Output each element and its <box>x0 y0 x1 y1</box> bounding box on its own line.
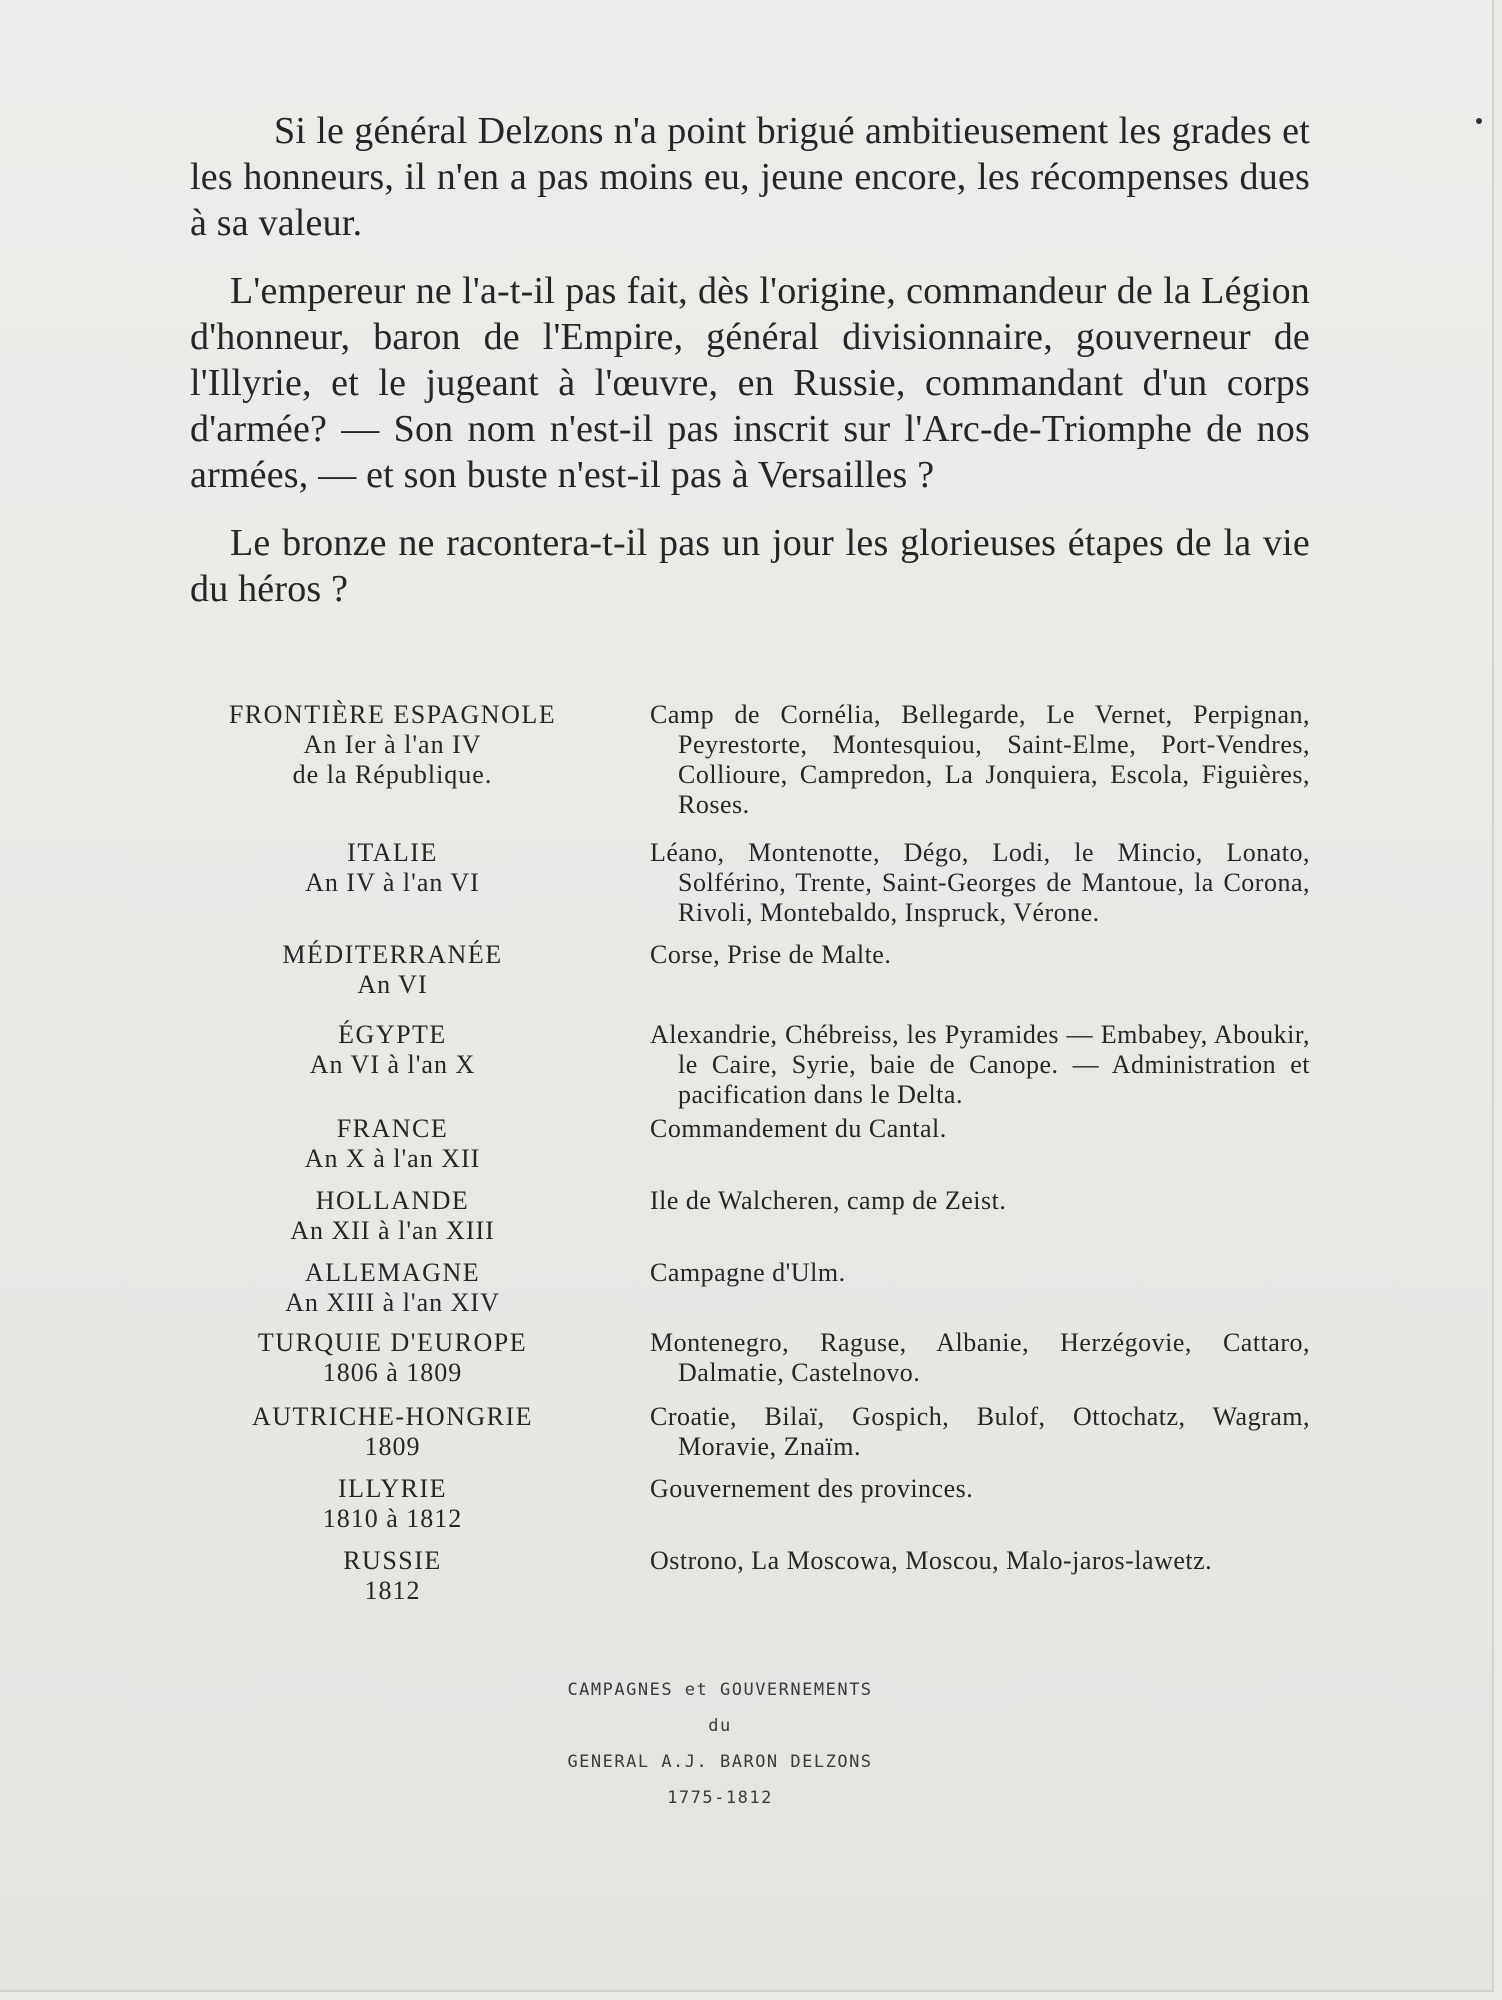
campaign-dates: An VI <box>357 970 428 999</box>
campaign-places: Alexandrie, Chébreiss, les Pyramides — Embabey, Aboukir, le Caire, Syrie, baie de Canope. — Administration et pacification dans le Delta. <box>650 1020 1310 1109</box>
campaign-period <box>190 838 595 940</box>
campaign-dates-extra: de la République. <box>292 760 493 789</box>
campaign-row <box>190 1546 1310 1618</box>
caption-line: 1775-1812 <box>667 1788 773 1808</box>
campaign-places: Camp de Cornélia, Bellegarde, Le Vernet, Perpignan, Peyrestorte, Montesquiou, Saint-Elme, Port-Vendres, Collioure, Campredon, La Jonquiera, Escola, Figuières, Roses. <box>650 700 1310 819</box>
campaign-places: Ostrono, La Moscowa, Moscou, Malo-jaros-lawetz. <box>650 1546 1213 1575</box>
campaigns-table <box>190 700 1310 1618</box>
campaign-row <box>190 1328 1310 1402</box>
campaign-dates: 1810 à 1812 <box>322 1504 463 1533</box>
campaign-places: Léano, Montenotte, Dégo, Lodi, le Mincio, Lonato, Solférino, Trente, Saint-Georges de Mantoue, la Corona, Rivoli, Montebaldo, Inspruck, Vérone. <box>650 838 1310 927</box>
campaign-row <box>190 1186 1310 1258</box>
paragraph-1: Si le général Delzons n'a point brigué ambitieusement les grades et les honneurs, il n'en a pas moins eu, jeune encore, les récompenses dues à sa valeur. <box>190 110 1310 244</box>
campaign-places: Ile de Walcheren, camp de Zeist. <box>650 1186 1007 1215</box>
campaign-dates: 1812 <box>364 1576 421 1605</box>
campaign-period <box>190 1186 595 1258</box>
campaign-places: Montenegro, Raguse, Albanie, Herzégovie, Cattaro, Dalmatie, Castelnovo. <box>650 1328 1310 1387</box>
campaign-row <box>190 700 1310 838</box>
campaign-period <box>190 700 595 838</box>
campaign-name: MÉDITERRANÉE <box>282 940 503 969</box>
campaign-period <box>190 1328 595 1402</box>
campaign-places: Corse, Prise de Malte. <box>650 940 892 969</box>
campaign-row <box>190 1114 1310 1186</box>
campaign-period <box>190 940 595 1020</box>
campaign-row <box>190 940 1310 1020</box>
paragraph-3: Le bronze ne racontera-t-il pas un jour les glorieuses étapes de la vie du héros ? <box>190 522 1310 610</box>
campaign-period <box>190 1020 595 1114</box>
campaign-dates: An IV à l'an VI <box>305 868 480 897</box>
campaign-name: ILLYRIE <box>338 1474 447 1503</box>
campaign-period <box>190 1258 595 1328</box>
intro-text <box>190 108 1310 634</box>
campaign-period <box>190 1114 595 1186</box>
caption-line: du <box>708 1716 732 1736</box>
campaign-period <box>190 1546 595 1618</box>
campaign-dates: 1809 <box>364 1432 421 1461</box>
campaign-name: FRANCE <box>336 1114 449 1143</box>
campaign-places: Croatie, Bilaï, Gospich, Bulof, Ottochatz, Wagram, Moravie, Znaïm. <box>650 1402 1310 1461</box>
campaign-places: Commandement du Cantal. <box>650 1114 947 1143</box>
campaign-places: Gouvernement des provinces. <box>650 1474 974 1503</box>
caption <box>500 1672 940 1816</box>
campaign-name: ÉGYPTE <box>338 1020 447 1049</box>
campaign-row <box>190 1402 1310 1474</box>
campaign-name: FRONTIÈRE ESPAGNOLE <box>228 700 557 729</box>
campaign-period <box>190 1474 595 1546</box>
campaign-name: TURQUIE D'EUROPE <box>257 1328 528 1357</box>
campaign-dates: An Ier à l'an IV <box>303 730 482 759</box>
caption-line: GENERAL A.J. BARON DELZONS <box>567 1752 873 1772</box>
campaign-dates: 1806 à 1809 <box>322 1358 463 1387</box>
campaign-dates: An X à l'an XII <box>304 1144 481 1173</box>
campaign-row <box>190 1020 1310 1114</box>
caption-line: CAMPAGNES et GOUVERNEMENTS <box>567 1680 873 1700</box>
campaign-period <box>190 1402 595 1474</box>
campaign-name: ALLEMAGNE <box>304 1258 481 1287</box>
campaign-name: HOLLANDE <box>315 1186 470 1215</box>
campaign-row <box>190 1474 1310 1546</box>
campaign-name: ITALIE <box>347 838 438 867</box>
speck-mark <box>1476 118 1482 124</box>
campaign-dates: An VI à l'an X <box>309 1050 476 1079</box>
campaign-row <box>190 838 1310 940</box>
campaign-name: RUSSIE <box>343 1546 442 1575</box>
campaign-dates: An XIII à l'an XIV <box>285 1288 500 1317</box>
campaign-name: AUTRICHE-HONGRIE <box>251 1402 534 1431</box>
campaign-places: Campagne d'Ulm. <box>650 1258 846 1287</box>
campaign-row <box>190 1258 1310 1328</box>
campaign-dates: An XII à l'an XIII <box>290 1216 495 1245</box>
paragraph-2: L'empereur ne l'a-t-il pas fait, dès l'origine, commandeur de la Légion d'honneur, baron de l'Empire, général divisionnaire, gouverneur de l'Illyrie, et le jugeant à l'œuvre, en Russie, commandant d'un corps d'armée? — Son nom n'est-il pas inscrit sur l'Arc-de-Triomphe de nos armées, — et son buste n'est-il pas à Versailles ? <box>190 270 1310 496</box>
